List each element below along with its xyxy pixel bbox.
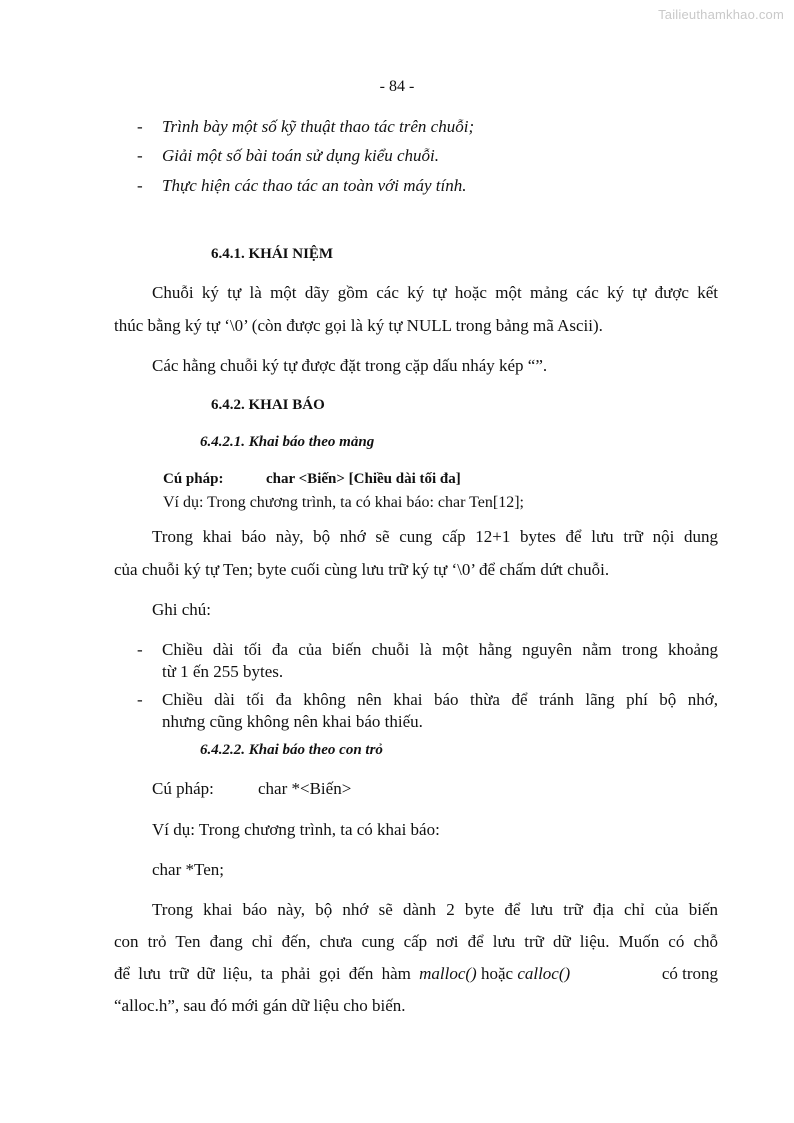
paragraph-line [114,964,718,984]
objective-item: Trình bày một số kỹ thuật thao tác trên chuỗi; [162,117,475,136]
paragraph-line: của chuỗi ký tự Ten; byte cuối cùng lưu trữ ký tự ‘\0’ để chấm dứt chuỗi. [114,560,610,579]
paragraph-line: “alloc.h”, sau đó mới gán dữ liệu cho biến. [114,996,406,1015]
text-run: có trong [657,964,718,983]
objective-item: Thực hiện các thao tác an toàn với máy tính. [162,176,467,195]
syntax-label: Cú pháp: [163,471,224,487]
text-run: để lưu trữ dữ liệu, ta phải gọi đến hàm [114,964,420,983]
paragraph-line: Trong khai báo này, bộ nhớ sẽ dành 2 byte để lưu trữ địa chỉ của biến [152,900,718,919]
page-number: - 84 - [379,78,415,95]
subsection-heading-6422: 6.4.2.2. Khai báo theo con trỏ [200,742,383,758]
objective-item: Giải một số bài toán sử dụng kiểu chuỗi. [162,146,440,165]
example-text: Ví dụ: Trong chương trình, ta có khai báo: char Ten[12]; [163,494,524,511]
note-item-line: từ 1 ến 255 bytes. [162,662,284,681]
paragraph-line: Các hằng chuỗi ký tự được đặt trong cặp dấu nháy kép “”. [152,356,548,375]
paragraph-line: con trỏ Ten đang chỉ đến, chưa cung cấp nơi để lưu trữ dữ liệu. Muốn có chỗ [114,932,718,951]
function-name-malloc: malloc() [419,964,477,983]
paragraph-line: thúc bằng ký tự ‘\0’ (còn được gọi là ký tự NULL trong bảng mã Ascii). [114,316,603,335]
bullet-dash: - [137,640,143,659]
syntax-label: Cú pháp: [152,779,214,798]
section-heading-642: 6.4.2. KHAI BÁO [211,397,325,413]
syntax-value: char <Biến> [Chiều dài tối đa] [266,471,461,487]
paragraph-line: Trong khai báo này, bộ nhớ sẽ cung cấp 12+1 bytes để lưu trữ nội dung [152,527,718,546]
note-item-line: nhưng cũng không nên khai báo thiếu. [162,712,423,731]
example-text: Ví dụ: Trong chương trình, ta có khai báo: [152,820,440,839]
note-item-line: Chiều dài tối đa của biến chuỗi là một hằng nguyên nằm trong khoảng [162,640,718,659]
bullet-dash: - [137,146,143,165]
text-run: hoặc [476,964,518,983]
syntax-value: char *<Biến> [258,779,352,798]
note-item-line: Chiều dài tối đa không nên khai báo thừa để tránh lãng phí bộ nhớ, [162,690,718,709]
subsection-heading-6421: 6.4.2.1. Khai báo theo mảng [200,434,375,450]
bullet-dash: - [137,117,143,136]
note-label: Ghi chú: [152,600,212,619]
function-name-calloc: calloc() [517,964,571,983]
watermark: Tailieuthamkhao.com [658,7,784,22]
bullet-dash: - [137,176,143,195]
section-heading-641: 6.4.1. KHÁI NIỆM [211,246,334,262]
code-line: char *Ten; [152,860,224,879]
paragraph-line: Chuỗi ký tự là một dãy gồm các ký tự hoặc một mảng các ký tự được kết [152,283,718,302]
bullet-dash: - [137,690,143,709]
